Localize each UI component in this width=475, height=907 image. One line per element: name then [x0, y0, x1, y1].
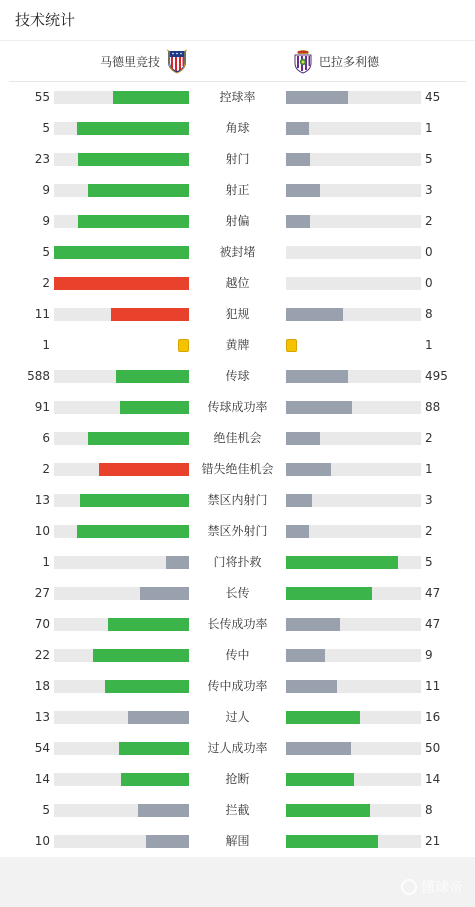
- away-bar-fill: [286, 556, 398, 569]
- away-yellow-card-icon: [286, 339, 297, 352]
- away-bar-track: [286, 215, 421, 228]
- home-bar-fill: [128, 711, 189, 724]
- away-bar-track: [286, 277, 421, 290]
- home-bar-track: [54, 277, 189, 290]
- away-bar-track: [286, 618, 421, 631]
- stat-row: [0, 175, 475, 206]
- home-value: 10: [34, 524, 50, 538]
- home-bar-fill: [113, 91, 189, 104]
- home-team-name: 马德里竞技: [99, 54, 160, 69]
- away-value: 0: [425, 276, 433, 290]
- home-bar-fill: [77, 122, 189, 135]
- home-value: 5: [42, 803, 50, 817]
- away-bar-fill: [286, 835, 378, 848]
- away-bar-track: [286, 153, 421, 166]
- away-bar-track: [286, 835, 421, 848]
- stat-row: [0, 640, 475, 671]
- home-bar-fill: [88, 432, 189, 445]
- stat-row: [0, 764, 475, 795]
- home-bar-fill: [78, 153, 189, 166]
- stat-row: [0, 144, 475, 175]
- away-value: 8: [425, 803, 433, 817]
- away-bar-track: [286, 246, 421, 259]
- home-bar-fill: [54, 277, 189, 290]
- away-value: 16: [425, 710, 441, 724]
- home-bar-fill: [99, 463, 189, 476]
- away-bar-track: [286, 91, 421, 104]
- away-value: 495: [425, 369, 448, 383]
- stat-row: [0, 516, 475, 547]
- stat-row: [0, 795, 475, 826]
- away-value: 21: [425, 834, 441, 848]
- away-bar-fill: [286, 91, 348, 104]
- stat-label: 长传成功率: [207, 617, 268, 631]
- away-bar-track: [286, 370, 421, 383]
- stat-row: [0, 609, 475, 640]
- away-bar-track: [286, 680, 421, 693]
- away-bar-track: [286, 494, 421, 507]
- stat-label: 越位: [225, 276, 250, 290]
- watermark: [401, 877, 463, 897]
- home-value: 18: [34, 679, 50, 693]
- home-bar-fill: [166, 556, 189, 569]
- home-value: 22: [34, 648, 50, 662]
- away-bar-fill: [286, 370, 348, 383]
- home-bar-fill: [54, 246, 189, 259]
- home-bar-track: [54, 401, 189, 414]
- home-bar-fill: [80, 494, 189, 507]
- away-bar-track: [286, 525, 421, 538]
- watermark-text: 懂球帝: [421, 880, 463, 896]
- away-bar-fill: [286, 153, 310, 166]
- away-team-name: 巴拉多利德: [319, 54, 380, 69]
- away-bar-track: [286, 184, 421, 197]
- home-value: 5: [42, 245, 50, 259]
- stat-row: [0, 733, 475, 764]
- home-bar-fill: [108, 618, 189, 631]
- away-bar-fill: [286, 742, 351, 755]
- stat-label: 过人成功率: [207, 741, 268, 755]
- away-value: 50: [425, 741, 441, 755]
- home-bar-track: [54, 587, 189, 600]
- away-bar-fill: [286, 432, 320, 445]
- stat-label: 门将扑救: [213, 555, 262, 569]
- home-bar-fill: [116, 370, 189, 383]
- home-value: 11: [34, 307, 50, 321]
- home-bar-track: [54, 432, 189, 445]
- home-value: 13: [34, 493, 50, 507]
- stat-row: [0, 454, 475, 485]
- stat-row: [0, 392, 475, 423]
- stat-row: [0, 361, 475, 392]
- away-bar-fill: [286, 463, 331, 476]
- stat-label: 解围: [225, 834, 250, 848]
- away-bar-track: [286, 773, 421, 786]
- home-team[interactable]: [100, 41, 188, 81]
- stat-label: 传球成功率: [207, 400, 268, 414]
- stat-row: [0, 485, 475, 516]
- home-bar-track: [54, 308, 189, 321]
- away-bar-fill: [286, 804, 370, 817]
- away-value: 5: [425, 555, 433, 569]
- home-bar-track: [54, 494, 189, 507]
- away-bar-fill: [286, 587, 372, 600]
- teams-header: [9, 41, 466, 82]
- stat-label: 射偏: [225, 214, 250, 228]
- home-value: 1: [42, 555, 50, 569]
- stat-row: [0, 671, 475, 702]
- away-bar-fill: [286, 525, 309, 538]
- away-bar-track: [286, 401, 421, 414]
- away-value: 5: [425, 152, 433, 166]
- stat-label: 禁区内射门: [207, 493, 268, 507]
- home-bar-track: [54, 711, 189, 724]
- away-bar-fill: [286, 122, 309, 135]
- stat-label: 黄牌: [225, 338, 250, 352]
- away-value: 47: [425, 617, 441, 631]
- stat-label: 拦截: [225, 803, 250, 817]
- home-value: 2: [42, 276, 50, 290]
- away-bar-track: [286, 742, 421, 755]
- home-value: 91: [34, 400, 50, 414]
- home-bar-track: [54, 556, 189, 569]
- home-bar-track: [54, 246, 189, 259]
- stat-label: 被封堵: [219, 245, 256, 259]
- home-value: 13: [34, 710, 50, 724]
- home-yellow-card-icon: [178, 339, 189, 352]
- stat-row: [0, 237, 475, 268]
- away-value: 9: [425, 648, 433, 662]
- stat-label: 控球率: [219, 90, 256, 104]
- home-bar-track: [54, 153, 189, 166]
- home-bar-track: [54, 184, 189, 197]
- away-bar-track: [286, 556, 421, 569]
- home-value: 5: [42, 121, 50, 135]
- stat-label: 射门: [225, 152, 250, 166]
- stat-row: [0, 268, 475, 299]
- ball-icon: [401, 879, 417, 895]
- home-value: 23: [34, 152, 50, 166]
- stat-row: [0, 206, 475, 237]
- stat-label: 禁区外射门: [207, 524, 268, 538]
- home-bar-track: [54, 680, 189, 693]
- stat-row: [0, 578, 475, 609]
- home-bar-track: [54, 91, 189, 104]
- home-value: 10: [34, 834, 50, 848]
- stat-row: [0, 82, 475, 113]
- stat-label: 长传: [225, 586, 250, 600]
- away-bar-fill: [286, 401, 352, 414]
- home-value: 54: [34, 741, 50, 755]
- home-bar-track: [54, 122, 189, 135]
- away-value: 11: [425, 679, 441, 693]
- home-bar-fill: [105, 680, 189, 693]
- away-bar-track: [286, 432, 421, 445]
- away-bar-fill: [286, 184, 320, 197]
- home-bar-fill: [78, 215, 189, 228]
- away-value: 45: [425, 90, 441, 104]
- away-bar-track: [286, 463, 421, 476]
- away-value: 3: [425, 493, 433, 507]
- stat-label: 错失绝佳机会: [201, 462, 274, 476]
- away-value: 2: [425, 524, 433, 538]
- home-value: 1: [42, 338, 50, 352]
- stat-row: [0, 330, 475, 361]
- home-bar-fill: [111, 308, 189, 321]
- home-bar-fill: [120, 401, 189, 414]
- away-value: 1: [425, 338, 433, 352]
- home-value: 70: [34, 617, 50, 631]
- away-value: 1: [425, 121, 433, 135]
- away-value: 3: [425, 183, 433, 197]
- stats-list: [0, 82, 475, 857]
- stat-label: 绝佳机会: [213, 431, 262, 445]
- home-value: 27: [34, 586, 50, 600]
- away-bar-fill: [286, 680, 337, 693]
- away-value: 88: [425, 400, 441, 414]
- away-bar-fill: [286, 773, 354, 786]
- away-bar-track: [286, 122, 421, 135]
- home-bar-track: [54, 215, 189, 228]
- away-value: 2: [425, 431, 433, 445]
- away-value: 0: [425, 245, 433, 259]
- stat-label: 角球: [225, 121, 250, 135]
- away-bar-track: [286, 804, 421, 817]
- stat-label: 抢断: [225, 772, 250, 786]
- home-bar-fill: [119, 742, 189, 755]
- stat-row: [0, 299, 475, 330]
- away-bar-track: [286, 649, 421, 662]
- home-value: 588: [27, 369, 50, 383]
- home-bar-track: [54, 649, 189, 662]
- stat-row: [0, 423, 475, 454]
- home-value: 6: [42, 431, 50, 445]
- valladolid-crest-icon: [292, 48, 314, 74]
- home-bar-fill: [146, 835, 189, 848]
- stat-row: [0, 826, 475, 857]
- away-bar-fill: [286, 649, 325, 662]
- away-value: 2: [425, 214, 433, 228]
- atletico-crest-icon: [166, 48, 188, 74]
- home-bar-track: [54, 463, 189, 476]
- home-bar-track: [54, 618, 189, 631]
- stat-label: 过人: [225, 710, 250, 724]
- footer: [0, 857, 475, 907]
- home-bar-fill: [140, 587, 189, 600]
- stat-row: [0, 702, 475, 733]
- home-value: 14: [34, 772, 50, 786]
- home-bar-track: [54, 773, 189, 786]
- page-title: 技术统计: [0, 0, 475, 41]
- home-bar-fill: [93, 649, 189, 662]
- stat-row: [0, 113, 475, 144]
- home-bar-track: [54, 835, 189, 848]
- home-value: 2: [42, 462, 50, 476]
- away-value: 14: [425, 772, 441, 786]
- away-bar-track: [286, 308, 421, 321]
- home-value: 9: [42, 214, 50, 228]
- home-bar-fill: [121, 773, 189, 786]
- home-bar-fill: [77, 525, 189, 538]
- stat-label: 传球: [225, 369, 250, 383]
- home-bar-track: [54, 525, 189, 538]
- stat-label: 犯规: [225, 307, 250, 321]
- home-value: 9: [42, 183, 50, 197]
- away-bar-fill: [286, 494, 312, 507]
- away-bar-fill: [286, 618, 340, 631]
- away-value: 8: [425, 307, 433, 321]
- stat-label: 传中: [225, 648, 250, 662]
- home-bar-track: [54, 742, 189, 755]
- home-bar-fill: [88, 184, 189, 197]
- away-value: 47: [425, 586, 441, 600]
- away-bar-track: [286, 711, 421, 724]
- home-bar-track: [54, 370, 189, 383]
- stat-label: 传中成功率: [207, 679, 268, 693]
- away-team[interactable]: [292, 41, 379, 81]
- away-bar-fill: [286, 308, 343, 321]
- home-bar-track: [54, 804, 189, 817]
- away-bar-fill: [286, 215, 310, 228]
- stat-label: 射正: [225, 183, 250, 197]
- away-bar-fill: [286, 711, 360, 724]
- stat-row: [0, 547, 475, 578]
- home-value: 55: [34, 90, 50, 104]
- home-bar-fill: [138, 804, 189, 817]
- away-value: 1: [425, 462, 433, 476]
- away-bar-track: [286, 587, 421, 600]
